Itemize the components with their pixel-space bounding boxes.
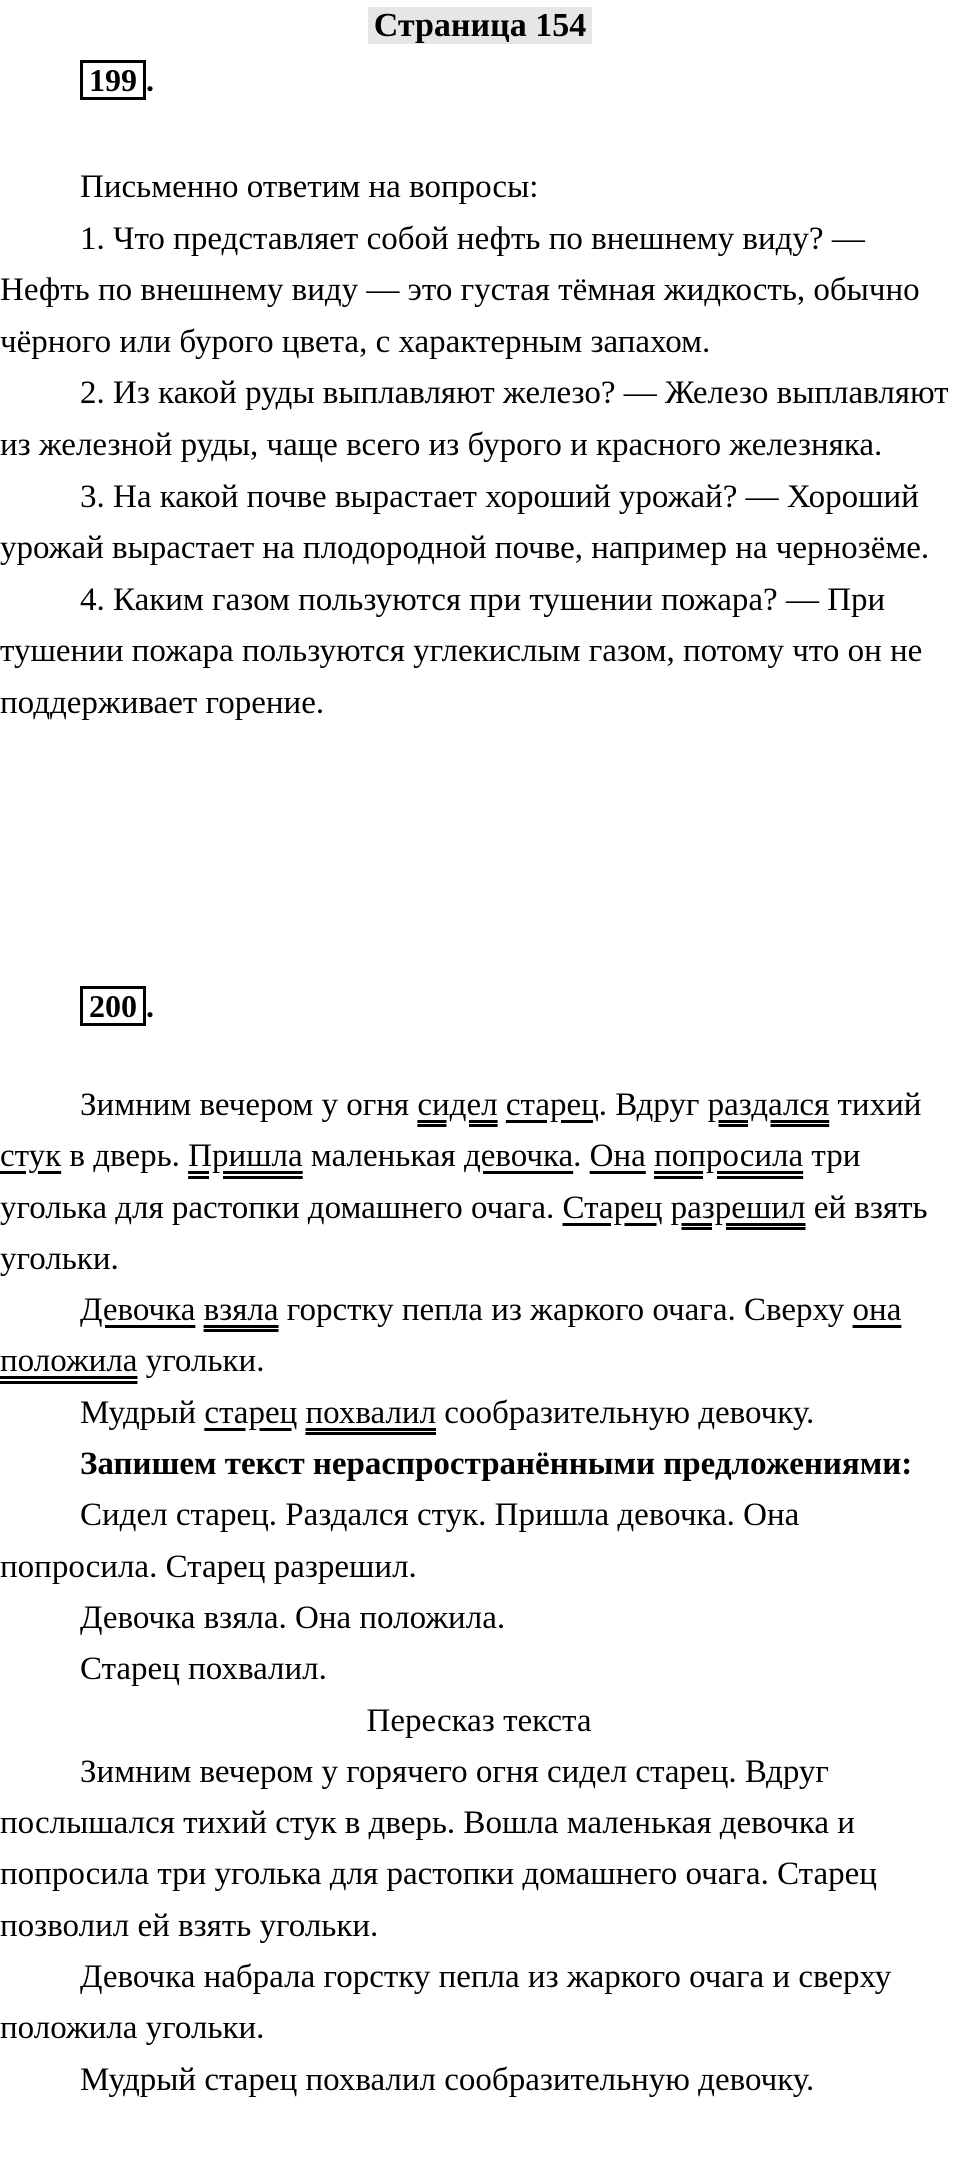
- predicate-word: сидел: [417, 1087, 498, 1123]
- task-200-content: [0, 1080, 958, 2106]
- page-title: [0, 6, 960, 46]
- subject-word: старец: [505, 1087, 599, 1123]
- task-199-number: 199 .: [80, 60, 154, 100]
- subject-word: старец: [204, 1394, 298, 1431]
- page-title-text: Страница 154: [368, 7, 592, 44]
- retelling-title: Пересказ текста: [366, 1702, 592, 1739]
- source-paragraph-3: Мудрый старец похвалил сообразительную девочку.: [80, 1394, 815, 1431]
- task-199-answer-1: 1. Что представляет собой нефть по внешнему виду? — Нефть по внешнему виду — это густая тёмная жидкость, обычно чёрного или бурого цвета, с характерным запахом.: [0, 220, 920, 360]
- task-200-number-box: 200: [80, 986, 146, 1026]
- task-199-number-box: 199: [80, 60, 146, 100]
- task-199-answer-3: 3. На какой почве вырастает хороший урожай? — Хороший урожай вырастает на плодородной почве, например на чернозёме.: [0, 478, 930, 567]
- predicate-word: похвалил: [305, 1394, 437, 1431]
- task-199-answers: [0, 162, 958, 730]
- retelling-paragraph-1: Зимним вечером у горячего огня сидел старец. Вдруг послышался тихий стук в дверь. Вошла маленькая девочка и попросила три уголька для растопки домашнего очага. Старец позволил ей взять угольки.: [0, 1753, 877, 1944]
- task-199-answer-4: 4. Каким газом пользуются при тушении пожара? — При тушении пожара пользуются углекислым газом, потому что он не поддерживает горение.: [0, 581, 923, 721]
- predicate-word: Пришла: [188, 1138, 303, 1175]
- subject-word: Она: [589, 1138, 646, 1175]
- subject-word: она: [852, 1292, 902, 1329]
- task-199-intro: Письменно ответим на вопросы:: [80, 169, 539, 205]
- predicate-word: разрешил: [670, 1189, 806, 1226]
- subject-word: Старец: [562, 1189, 663, 1226]
- short-paragraph-3: Старец похвалил.: [80, 1651, 327, 1688]
- source-paragraph-2: Девочка взяла горстку пепла из жаркого очага. Сверху она положила угольки.: [0, 1292, 902, 1380]
- source-paragraph-1: Зимним вечером у огня сидел старец. Вдруг раздался тихий стук в дверь. Пришла маленькая девочка. Она попросила три уголька для растопки домашнего очага. Старец разрешил ей взять угольки.: [0, 1087, 928, 1277]
- retelling-paragraph-3: Мудрый старец похвалил сообразительную девочку.: [80, 2061, 815, 2098]
- predicate-word: положила: [0, 1343, 138, 1380]
- subject-word: стук: [0, 1138, 62, 1175]
- short-paragraph-2: Девочка взяла. Она положила.: [80, 1599, 506, 1636]
- instruction-heading: Запишем текст нераспространёнными предложениями:: [80, 1446, 913, 1483]
- subject-word: Девочка: [80, 1292, 196, 1329]
- predicate-word: раздался: [707, 1087, 830, 1123]
- subject-word: девочка: [463, 1138, 574, 1175]
- task-200-number: 200 .: [80, 986, 154, 1026]
- retelling-paragraph-2: Девочка набрала горстку пепла из жаркого очага и сверху положила угольки.: [0, 1959, 892, 2047]
- short-paragraph-1: Сидел старец. Раздался стук. Пришла девочка. Она попросила. Старец разрешил.: [0, 1497, 800, 1585]
- predicate-word: попросила: [654, 1138, 804, 1175]
- predicate-word: взяла: [203, 1292, 279, 1329]
- task-199-answer-2: 2. Из какой руды выплавляют железо? — Железо выплавляют из железной руды, чаще всего из бурого и красного железняка.: [0, 375, 949, 463]
